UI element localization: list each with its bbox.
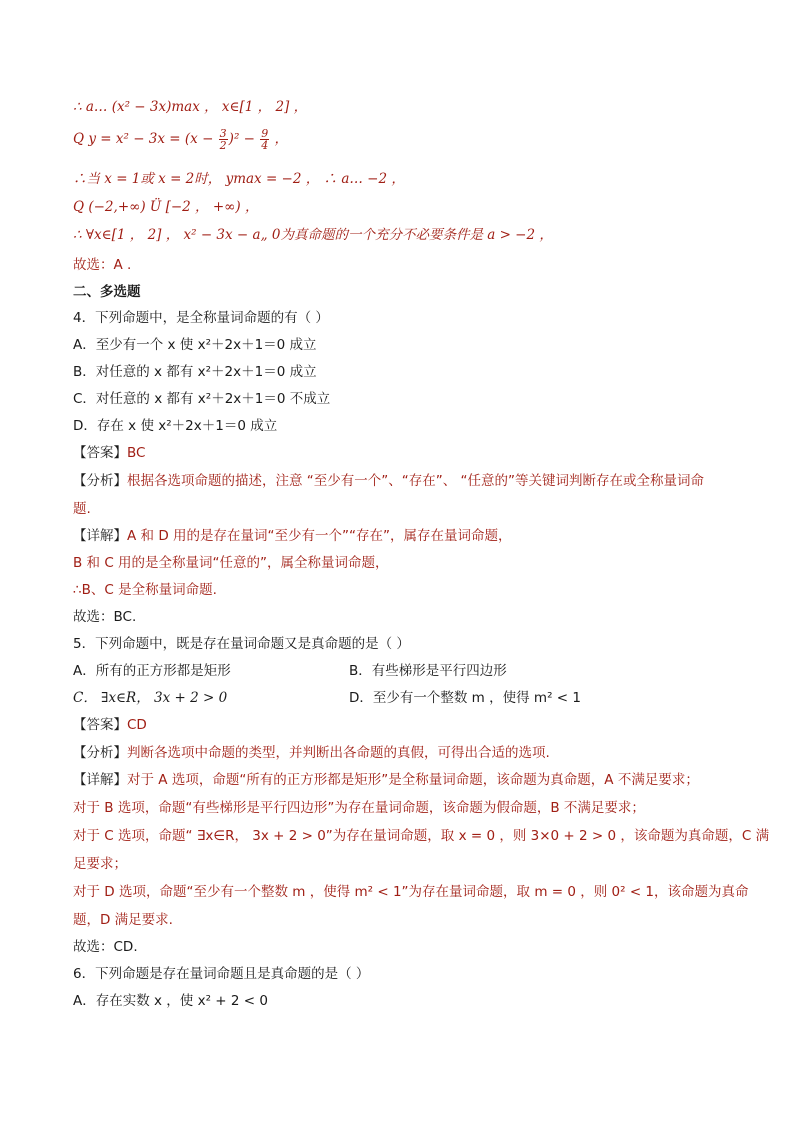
q4-option-a: A．至少有一个 x 使 x²＋2x＋1＝0 成立 (73, 337, 317, 353)
answer-value: BC (127, 445, 146, 461)
q4-option-b: B．对任意的 x 都有 x²＋2x＋1＝0 成立 (73, 364, 317, 380)
q5-detail-3: 对于 C 选项，命题“ ∃x∈R， 3x + 2 > 0”为存在量词命题，取 x = 0 ，则 3×0 + 2 > 0 ，该命题为真命题，C 满 (73, 828, 770, 844)
q5-answer (73, 716, 147, 734)
detail-text: 对于 A 选项，命题“所有的正方形都是矩形”是全称量词命题，该命题为真命题，A 不满足要求； (127, 772, 699, 788)
solution-line-4: Q (−2,+∞) Ü [−2 ， +∞) ， (73, 199, 259, 215)
q5-detail-4: 足要求； (73, 856, 127, 872)
solution-line-2 (73, 128, 288, 151)
detail-tag: 【详解】 (73, 528, 127, 544)
solution-line-3: ∴当 x = 1或 x = 2时， ymax = −2 ， ∴ a… −2 ， (73, 171, 405, 187)
q6-option-a: A．存在实数 x ，使 x² + 2 < 0 (73, 993, 268, 1009)
q5-detail (73, 771, 699, 789)
q5-detail-2: 对于 B 选项，命题“有些梯形是平行四边形”为存在量词命题，该命题为假命题，B 不满足要求； (73, 800, 645, 816)
analysis-text: 根据各选项命题的描述，注意 “至少有一个”、“存在”、 “任意的”等关键词判断存在或全称量词命 (127, 473, 705, 489)
detail-text: A 和 D 用的是存在量词“至少有一个”“存在”，属存在量词命题， (127, 528, 512, 544)
fraction-3-over-2 (219, 128, 228, 151)
q4-answer (73, 444, 145, 462)
q6-stem: 6．下列命题是存在量词命题且是真命题的是（ ） (73, 966, 370, 982)
fraction-9-over-4 (260, 128, 269, 151)
q4-detail-2: B 和 C 用的是全称量词“任意的”，属全称量词命题， (73, 555, 389, 571)
answer-tag: 【答案】 (73, 717, 127, 733)
q4-detail-3: ∴B、C 是全称量词命题. (73, 582, 217, 598)
q4-option-d: D．存在 x 使 x²＋2x＋1＝0 成立 (73, 418, 278, 434)
frac2-den: 4 (261, 139, 269, 152)
q5-options-row-1 (73, 662, 507, 680)
answer-tag: 【答案】 (73, 445, 127, 461)
q4-detail (73, 527, 511, 545)
analysis-text: 判断各选项中命题的类型，并判断出各命题的真假，可得出合适的选项. (127, 745, 550, 761)
solution-line-5: ∴ ∀x∈[1 ， 2] ， x² − 3x − a„ 0为真命题的一个充分不必要条件是 a > −2 ， (73, 227, 553, 243)
q5-option-b: B．有些梯形是平行四边形 (349, 663, 507, 679)
frac2-num: 9 (261, 127, 269, 140)
q5-options-row-2 (73, 689, 581, 707)
q5-option-d: D．至少有一个整数 m ，使得 m² < 1 (349, 690, 581, 706)
q4-analysis-cont: 题. (73, 501, 91, 517)
analysis-tag: 【分析】 (73, 473, 127, 489)
q4-option-c: C．对任意的 x 都有 x²＋2x＋1＝0 不成立 (73, 391, 331, 407)
q4-analysis (73, 472, 704, 490)
line2-prefix: Q y = x² − 3x = (x − (73, 131, 218, 147)
frac1-den: 2 (219, 139, 227, 152)
line2-suffix: ， (270, 131, 289, 147)
q4-stem: 4．下列命题中，是全称量词命题的有（ ） (73, 310, 329, 326)
solution-line-1: ∴ a… (x² − 3x)max ， x∈[1 ， 2] ， (73, 99, 308, 115)
q5-detail-6: 题，D 满足要求. (73, 912, 173, 928)
q5-option-a: A．所有的正方形都是矩形 (73, 663, 231, 679)
q5-detail-5: 对于 D 选项，命题“至少有一个整数 m ，使得 m² < 1”为存在量词命题，取 m = 0 ，则 0² < 1，该命题为真命 (73, 884, 749, 900)
q5-final: 故选：CD. (73, 939, 138, 955)
q5-stem: 5．下列命题中，既是存在量词命题又是真命题的是（ ） (73, 636, 410, 652)
solution-final-line: 故选：A . (73, 257, 132, 273)
frac1-num: 3 (219, 127, 227, 140)
line2-mid: )² − (228, 131, 260, 147)
q5-analysis (73, 744, 550, 762)
q5-option-c: C． ∃x∈R， 3x + 2 > 0 (73, 690, 228, 706)
analysis-tag: 【分析】 (73, 745, 127, 761)
detail-tag: 【详解】 (73, 772, 127, 788)
section-title: 二、多选题 (73, 284, 141, 300)
answer-value: CD (127, 717, 147, 733)
q4-final: 故选：BC. (73, 609, 137, 625)
